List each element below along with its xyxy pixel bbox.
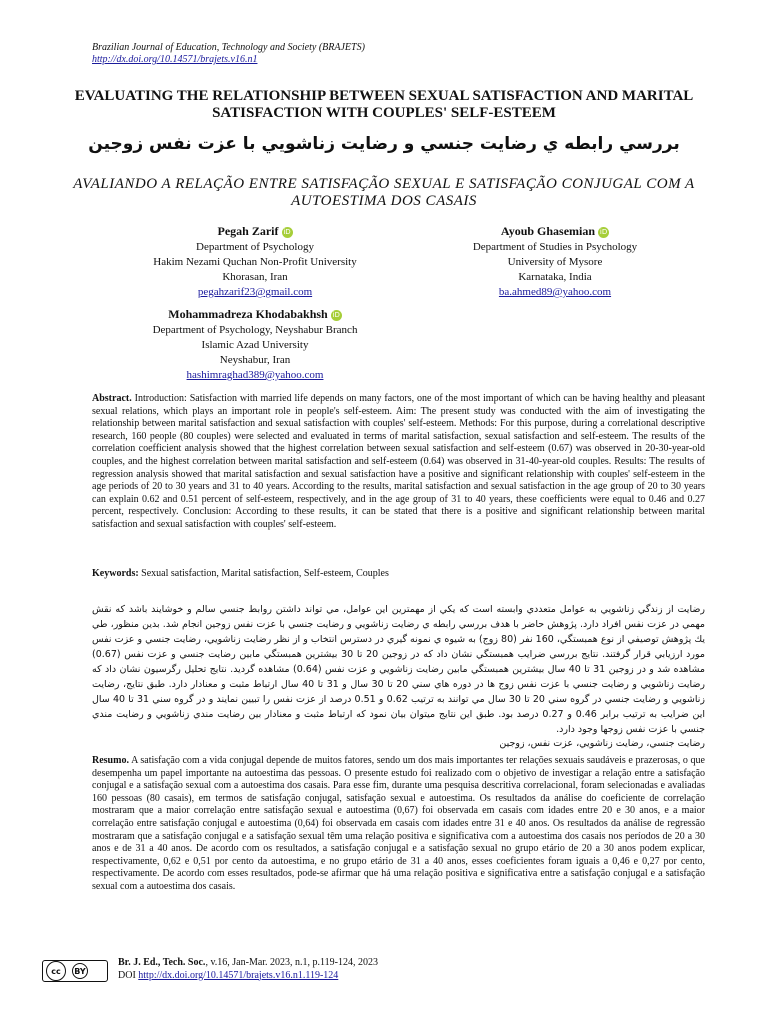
abstract-text: Introduction: Satisfaction with married life depends on many factors, one of the most important of which can be having healthy and pleasant sexual relations, which plays an important role in people's self-esteem. Aim: The present study was conducted with the aim of investigating the relationship between marital satisfaction and sexual satisfaction with couples' self-esteem. Methods: For this purpose, during a correlational descriptive research, 160 people (80 couples) were selected and evaluated in terms of marital satisfaction, sexual satisfaction and self-esteem. The results of the correlation coefficient analysis showed that the highest correlation between sexual satisfaction and self-esteem (0.67) was observed in 20-30-year-old couples, and the highest correlation between marital satisfaction and self-esteem (0.64) was observed in 31-40-year-old couples. Results: The results of regression analysis showed that marital satisfaction and sexual satisfaction have a positive and significant relationship with couples' self-esteem in the age periods of 20 to 30 years and 31 to 40 years. According to the results, marital satisfaction and sexual satisfaction in the age group of 20 to 30 years can explain 0.62 and 0.51 percent of self-esteem, respectively, and in the age group of 31 to 40 years, these coefficients were equal to 0.46 and 0.27 percent, respectively. Conclusion: According to these results, it can be stated that there is a positive and significant relationship between marital satisfaction and sexual satisfaction with couples' self-esteem. — [92, 393, 705, 530]
author-email-link[interactable]: pegahzarif23@gmail.com — [197, 286, 313, 298]
abstract-portuguese — [92, 755, 705, 894]
author-department: Department of Studies in Psychology — [472, 241, 638, 253]
author-location: Neyshabur, Iran — [219, 354, 291, 366]
author-email-link[interactable]: hashimraghad389@yahoo.com — [186, 369, 324, 381]
author-name: Pegah Zarif — [217, 224, 279, 238]
keywords-label: Keywords: — [92, 568, 139, 579]
keywords-text: Sexual satisfaction, Marital satisfaction, Self-esteem, Couples — [141, 568, 389, 579]
author-location: Karnataka, India — [518, 271, 592, 283]
author-block-2 — [410, 224, 700, 300]
orcid-icon[interactable]: iD — [332, 311, 340, 319]
cc-icon: cc — [46, 961, 66, 981]
article-doi-link[interactable]: http://dx.doi.org/10.14571/brajets.v16.n1.119-124 — [138, 969, 339, 981]
author-institution: University of Mysore — [507, 256, 603, 268]
author-department: Department of Psychology, Neyshabur Branch — [152, 324, 358, 336]
title-persian: بررسي رابطه ي رضايت جنسي و رضايت زناشويي با عزت نفس زوجين — [88, 134, 680, 154]
orcid-icon[interactable]: iD — [283, 228, 291, 236]
resumo-label: Resumo. — [92, 755, 129, 766]
author-department: Department of Psychology — [196, 241, 314, 253]
keywords-persian: رضايت جنسي، رضايت زناشويي، عزت نفس، زوجين — [499, 738, 705, 749]
keywords-english — [92, 568, 705, 579]
citation-details: , v.16, Jan-Mar. 2023, n.1, p.119-124, 2023 — [205, 957, 379, 968]
author-institution: Hakim Nezami Quchan Non-Profit University — [153, 256, 357, 268]
by-icon: BY — [72, 963, 88, 979]
author-institution: Islamic Azad University — [201, 339, 309, 351]
orcid-icon[interactable]: iD — [599, 228, 608, 236]
journal-name: Brazilian Journal of Education, Technology and Society (BRAJETS) — [92, 42, 365, 53]
abstract-label: Abstract. — [92, 393, 132, 404]
journal-header — [92, 42, 365, 66]
citation-footer — [118, 957, 378, 982]
doi-label: DOI — [118, 969, 139, 981]
author-block-1 — [110, 224, 400, 300]
author-block-3 — [100, 307, 410, 383]
resumo-text: A satisfação com a vida conjugal depende de muitos fatores, sendo um dos mais importantes ter relações sexuais saudáveis e prazerosas, o que desempenha um papel importante na autoestima das pessoas. O presente estudo foi realizado com o objetivo de investigar a relação entre a satisfação conjugal e a satisfação sexual com a autoestima dos casais. Para esse fim, durante uma pesquisa descritiva correlacional, foram selecionadas e avaliadas 160 pessoas (80 casais), em termos de satisfação conjugal, satisfação sexual e autoestima. Os resultados da análise do coeficiente de correlação mostraram que a maior correlação entre satisfação sexual e autoestima (0,67) foi observada em casais com idades entre 20 e 30 anos, e a maior correlação entre satisfação conjugal e autoestima (0,64) foi observada em casais com idades entre 31 e 40 anos. Os resultados da análise de regressão mostraram que a satisfação conjugal e a satisfação sexual têm uma relação positiva e significativa com a autoestima dos casais nos períodos de 20 a 30 anos e de 31 a 40 anos. De acordo com os resultados, a satisfação conjugal e a satisfação sexual no grupo etário de 20 a 30 anos podem explicar, respectivamente, 0,62 e 0,51 por cento da autoestima, e no grupo etário de 31 a 40 anos, esses coeficientes foram iguais a 0,46 e 0,27 por cento, respectivamente. De acordo com esses resultados, pode-se afirmar que há uma relação positiva e significativa entre a satisfação conjugal e a satisfação sexual com a autoestima dos casais. — [92, 755, 705, 892]
author-location: Khorasan, Iran — [222, 271, 288, 283]
author-name: Mohammadreza Khodabakhsh — [168, 307, 328, 321]
creative-commons-badge[interactable] — [42, 960, 108, 982]
title-english: EVALUATING THE RELATIONSHIP BETWEEN SEXUAL SATISFACTION AND MARITAL SATISFACTION WITH COUPLES' SELF-ESTEEM — [74, 88, 694, 121]
journal-doi-link[interactable]: http://dx.doi.org/10.14571/brajets.v16.n1 — [92, 54, 258, 65]
author-name: Ayoub Ghasemian — [500, 224, 596, 238]
citation-journal: Br. J. Ed., Tech. Soc. — [118, 957, 206, 968]
title-portuguese: AVALIANDO A RELAÇÃO ENTRE SATISFAÇÃO SEXUAL E SATISFAÇÃO CONJUGAL COM A AUTOESTIMA DOS CASAIS — [73, 176, 695, 209]
author-email-link[interactable]: ba.ahmed89@yahoo.com — [498, 286, 612, 298]
abstract-english — [92, 393, 705, 532]
abstract-persian: رضايت از زندگي زناشويي به عوامل متعددي وابسته است كه يكي از مهمترين اين عوامل، مي تواند داشتن روابط جنسي سالم و خوشايند باشد كه نقش مهمي در عزت نفس افراد دارد. پژوهش حاضر با هدف بررسي رابطه ي رضايت زناشويي و رضايت جنسي با عزت نفس زوجين انجام شد. بدين منظور، طي يك پژوهش توصيفي از نوع همبستگي، 160 نفر (80 زوج) به شيوه ي نمونه گيري در دسترس انتخاب و از نظر رضايت زناشويي، رضايت جنسي و عزت نفس مورد ارزيابي قرار گرفتند. نتايج بررسي ضرايب همبستگي نشان داد كه در زوجين 20 تا 30 بيشترين همبستگي مابين رضايت جنسي و عزت نفس (0.67) مشاهده شد و در زوجين 31 تا 40 سال بيشترين همبستگي مابين رضايت زناشويي و عزت نفس (0.64) مشاهده گرديد. نتايج تحليل رگرسيون نشان داد كه رضايت زناشويي و رضايت جنسي با عزت نفس زوج ها در دوره هاي سني 20 تا 30 سال و 31 تا 40 سال ارتباط مثبت و معنادار دارد. طبق نتايج، رضايت زناشويي و رضايت جنسي در گروه سني 20 تا 30 سال مي توانند به ترتيب 0.62 و 0.51 درصد از عزت نفس را تبيين نمايند و در گروه سني 31 تا 40 سال اين ضرايب به ترتيب برابر 0.46 و 0.27 درصد بود. طبق اين نتايج ميتوان بيان نمود كه ارتباط مثبت و معنادار بين رضايت مندي زناشويي و رضايت مندي جنسي با عزت نفس زوجها وجود دارد. — [92, 604, 706, 735]
